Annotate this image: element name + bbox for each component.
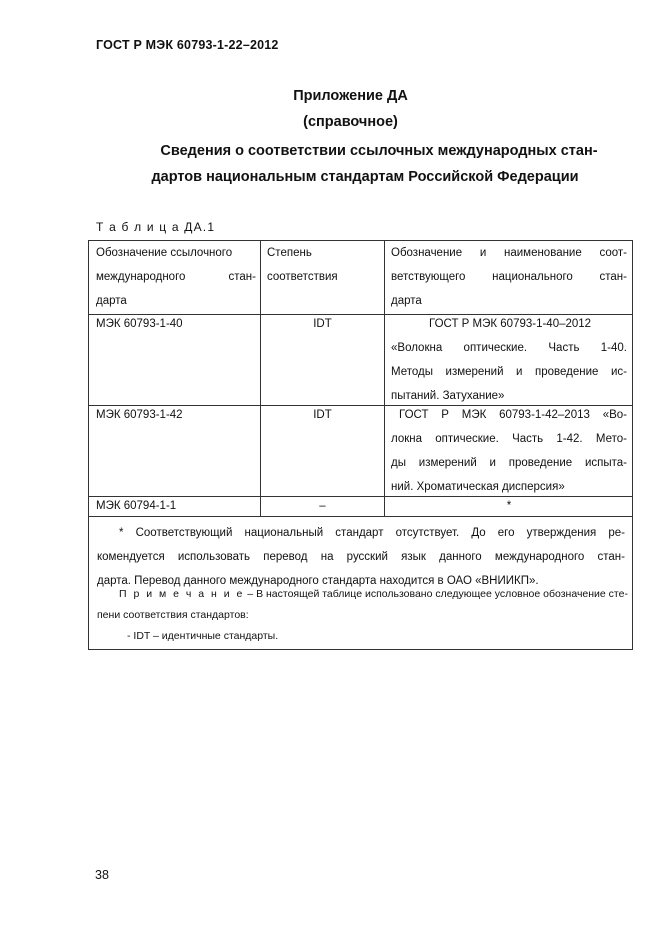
annex-heading-line-1: Сведения о соответствии ссылочных международных стан- <box>160 143 598 159</box>
header-text: дарта <box>96 295 127 307</box>
annex-heading-line-2: дартов национальным стандартам Российской Федерации <box>151 169 579 185</box>
table-caption: Т а б л и ц а ДА.1 <box>96 220 216 234</box>
header-text: Обозначение и наименование соот- <box>391 247 627 259</box>
note-label: П р и м е ч а н и е <box>119 588 245 600</box>
header-text: ветствующего национального стан- <box>391 271 627 283</box>
national-text: ГОСТ Р МЭК 60793-1-40–2012 <box>429 318 592 330</box>
footnote-line: комендуется использовать перевод на русский язык данного международного стан- <box>97 551 625 563</box>
page-number: 38 <box>95 868 109 882</box>
column-divider <box>260 241 261 516</box>
national-text: ГОСТ Р МЭК 60793-1-42–2013 «Во- <box>399 409 627 421</box>
header-text: соответствия <box>267 271 338 283</box>
footnote-line: дарта. Перевод данного международного стандарта находится в ОАО «ВНИИКП». <box>97 575 539 587</box>
column-divider <box>384 241 385 516</box>
annex-subtitle: (справочное) <box>303 114 398 130</box>
header-text: дарта <box>391 295 422 307</box>
national-text: ний. Хроматическая дисперсия» <box>391 481 565 493</box>
annex-heading <box>110 138 620 190</box>
table-row-1-ref: МЭК 60793-1-40 <box>96 318 183 330</box>
table-row-3-national: * <box>506 500 512 512</box>
note-text: – В настоящей таблице использовано следующее условное обозначение сте- <box>244 588 628 600</box>
header-text: Обозначение ссылочного <box>96 247 233 259</box>
table-row-2-national <box>391 403 627 499</box>
header-text: Степень <box>267 247 312 259</box>
header-cell-degree <box>267 241 379 289</box>
national-text: локна оптические. Часть 1-42. Мето- <box>391 433 627 445</box>
header-cell-national <box>391 241 627 313</box>
table-row-1-degree: IDT <box>313 318 332 330</box>
national-text: ды измерений и проведение испыта- <box>391 457 627 469</box>
reference-table <box>88 240 633 650</box>
note-line-1 <box>97 584 628 605</box>
table-note <box>97 584 628 647</box>
table-row-2-ref: МЭК 60793-1-42 <box>96 409 183 421</box>
note-line-2: пени соответствия стандартов: <box>97 609 249 621</box>
national-text: «Волокна оптические. Часть 1-40. <box>391 342 627 354</box>
annex-title: Приложение ДА <box>293 88 408 104</box>
table-row-2-degree: IDT <box>313 409 332 421</box>
note-item: - IDT – идентичные стандарты. <box>127 630 279 642</box>
table-row-3-ref: МЭК 60794-1-1 <box>96 500 177 512</box>
table-row-3-degree: – <box>319 500 326 512</box>
national-text: пытаний. Затухание» <box>391 390 505 402</box>
header-text: международного стан- <box>96 271 256 283</box>
national-text: Методы измерений и проведение ис- <box>391 366 627 378</box>
table-row-1-national <box>391 312 627 408</box>
document-header: ГОСТ Р МЭК 60793-1-22–2012 <box>96 38 279 52</box>
footnote-line: * Соответствующий национальный стандарт отсутствует. До его утверждения ре- <box>119 527 625 539</box>
header-cell-reference <box>96 241 256 313</box>
table-footnote <box>97 521 625 593</box>
